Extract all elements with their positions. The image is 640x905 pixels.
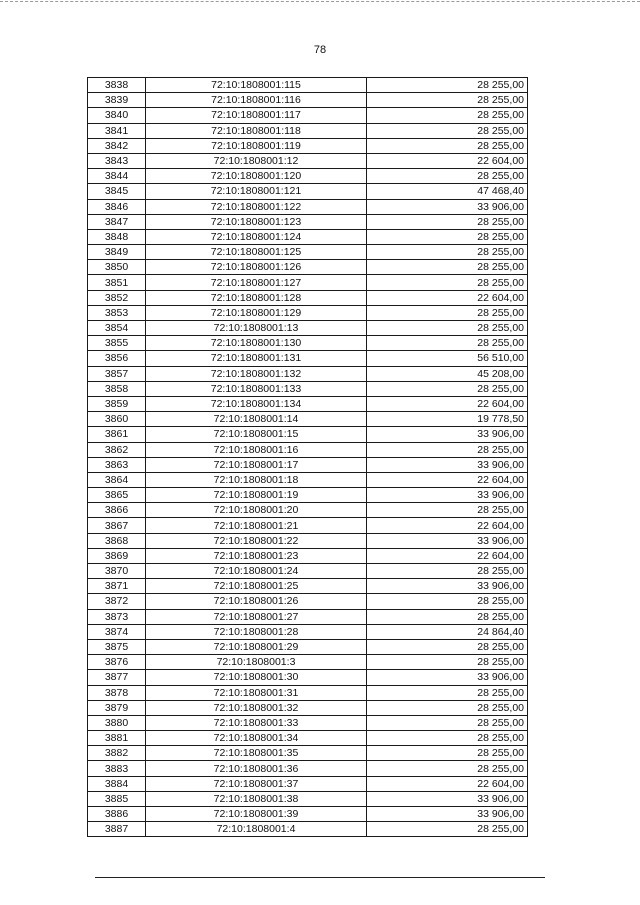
- cadastral-number-cell: 72:10:1808001:18: [146, 472, 367, 487]
- value-cell: 22 604,00: [367, 290, 528, 305]
- value-cell: 28 255,00: [367, 700, 528, 715]
- row-number-cell: 3884: [88, 776, 146, 791]
- value-cell: 22 604,00: [367, 518, 528, 533]
- page-number: 78: [313, 44, 327, 56]
- table-row: [88, 503, 528, 518]
- cadastral-number-cell: 72:10:1808001:128: [146, 290, 367, 305]
- row-number-cell: 3864: [88, 472, 146, 487]
- value-cell: 33 906,00: [367, 807, 528, 822]
- cadastral-number-cell: 72:10:1808001:126: [146, 260, 367, 275]
- value-cell: 28 255,00: [367, 108, 528, 123]
- row-number-cell: 3852: [88, 290, 146, 305]
- cadastral-number-cell: 72:10:1808001:38: [146, 791, 367, 806]
- value-cell: 28 255,00: [367, 169, 528, 184]
- row-number-cell: 3874: [88, 624, 146, 639]
- table-row: [88, 791, 528, 806]
- table-row: [88, 78, 528, 93]
- value-cell: 28 255,00: [367, 260, 528, 275]
- table-row: [88, 776, 528, 791]
- row-number-cell: 3883: [88, 761, 146, 776]
- table-row: [88, 548, 528, 563]
- cadastral-number-cell: 72:10:1808001:28: [146, 624, 367, 639]
- cadastral-number-cell: 72:10:1808001:12: [146, 153, 367, 168]
- value-cell: 33 906,00: [367, 457, 528, 472]
- table-row: [88, 761, 528, 776]
- table-row: [88, 93, 528, 108]
- cadastral-number-cell: 72:10:1808001:25: [146, 579, 367, 594]
- value-cell: 28 255,00: [367, 731, 528, 746]
- value-cell: 47 468,40: [367, 184, 528, 199]
- cadastral-number-cell: 72:10:1808001:125: [146, 245, 367, 260]
- table-row: [88, 123, 528, 138]
- table-row: [88, 229, 528, 244]
- cadastral-number-cell: 72:10:1808001:32: [146, 700, 367, 715]
- value-cell: 28 255,00: [367, 336, 528, 351]
- row-number-cell: 3843: [88, 153, 146, 168]
- row-number-cell: 3853: [88, 305, 146, 320]
- value-cell: 28 255,00: [367, 655, 528, 670]
- value-cell: 56 510,00: [367, 351, 528, 366]
- value-cell: 28 255,00: [367, 78, 528, 93]
- row-number-cell: 3848: [88, 229, 146, 244]
- value-cell: 28 255,00: [367, 245, 528, 260]
- table-row: [88, 807, 528, 822]
- cadastral-number-cell: 72:10:1808001:33: [146, 715, 367, 730]
- row-number-cell: 3844: [88, 169, 146, 184]
- row-number-cell: 3861: [88, 427, 146, 442]
- table-row: [88, 275, 528, 290]
- value-cell: 28 255,00: [367, 609, 528, 624]
- table-row: [88, 624, 528, 639]
- cadastral-value-table: [87, 77, 528, 837]
- row-number-cell: 3865: [88, 488, 146, 503]
- value-cell: 28 255,00: [367, 822, 528, 837]
- value-cell: 28 255,00: [367, 746, 528, 761]
- row-number-cell: 3868: [88, 533, 146, 548]
- table-row: [88, 260, 528, 275]
- value-cell: 28 255,00: [367, 685, 528, 700]
- cadastral-number-cell: 72:10:1808001:123: [146, 214, 367, 229]
- row-number-cell: 3882: [88, 746, 146, 761]
- table-row: [88, 412, 528, 427]
- cadastral-number-cell: 72:10:1808001:116: [146, 93, 367, 108]
- table-row: [88, 746, 528, 761]
- value-cell: 22 604,00: [367, 548, 528, 563]
- value-cell: 28 255,00: [367, 442, 528, 457]
- table-row: [88, 731, 528, 746]
- value-cell: 24 864,40: [367, 624, 528, 639]
- cadastral-number-cell: 72:10:1808001:131: [146, 351, 367, 366]
- table-row: [88, 199, 528, 214]
- table-row: [88, 153, 528, 168]
- cadastral-number-cell: 72:10:1808001:24: [146, 564, 367, 579]
- value-cell: 28 255,00: [367, 761, 528, 776]
- table-row: [88, 564, 528, 579]
- cadastral-number-cell: 72:10:1808001:13: [146, 321, 367, 336]
- cadastral-number-cell: 72:10:1808001:130: [146, 336, 367, 351]
- table-row: [88, 169, 528, 184]
- cadastral-number-cell: 72:10:1808001:132: [146, 366, 367, 381]
- cadastral-number-cell: 72:10:1808001:121: [146, 184, 367, 199]
- row-number-cell: 3858: [88, 381, 146, 396]
- cadastral-number-cell: 72:10:1808001:15: [146, 427, 367, 442]
- row-number-cell: 3857: [88, 366, 146, 381]
- value-cell: 33 906,00: [367, 579, 528, 594]
- cadastral-number-cell: 72:10:1808001:133: [146, 381, 367, 396]
- cadastral-number-cell: 72:10:1808001:17: [146, 457, 367, 472]
- row-number-cell: 3879: [88, 700, 146, 715]
- row-number-cell: 3872: [88, 594, 146, 609]
- cadastral-number-cell: 72:10:1808001:120: [146, 169, 367, 184]
- cadastral-number-cell: 72:10:1808001:21: [146, 518, 367, 533]
- table-row: [88, 655, 528, 670]
- table-row: [88, 184, 528, 199]
- row-number-cell: 3855: [88, 336, 146, 351]
- row-number-cell: 3842: [88, 138, 146, 153]
- cadastral-number-cell: 72:10:1808001:124: [146, 229, 367, 244]
- cadastral-number-cell: 72:10:1808001:37: [146, 776, 367, 791]
- value-cell: 28 255,00: [367, 229, 528, 244]
- value-cell: 28 255,00: [367, 123, 528, 138]
- row-number-cell: 3863: [88, 457, 146, 472]
- table-row: [88, 108, 528, 123]
- value-cell: 28 255,00: [367, 275, 528, 290]
- row-number-cell: 3850: [88, 260, 146, 275]
- cadastral-number-cell: 72:10:1808001:122: [146, 199, 367, 214]
- value-cell: 22 604,00: [367, 776, 528, 791]
- table-row: [88, 639, 528, 654]
- bottom-rule: [95, 877, 545, 878]
- row-number-cell: 3838: [88, 78, 146, 93]
- cadastral-number-cell: 72:10:1808001:16: [146, 442, 367, 457]
- cadastral-number-cell: 72:10:1808001:36: [146, 761, 367, 776]
- row-number-cell: 3849: [88, 245, 146, 260]
- row-number-cell: 3845: [88, 184, 146, 199]
- row-number-cell: 3876: [88, 655, 146, 670]
- value-cell: 33 906,00: [367, 199, 528, 214]
- cadastral-number-cell: 72:10:1808001:3: [146, 655, 367, 670]
- table-row: [88, 533, 528, 548]
- value-cell: 33 906,00: [367, 427, 528, 442]
- table-row: [88, 700, 528, 715]
- table-row: [88, 609, 528, 624]
- value-cell: 33 906,00: [367, 670, 528, 685]
- value-cell: 28 255,00: [367, 321, 528, 336]
- value-cell: 28 255,00: [367, 594, 528, 609]
- cadastral-number-cell: 72:10:1808001:34: [146, 731, 367, 746]
- table-row: [88, 396, 528, 411]
- table-row: [88, 427, 528, 442]
- table-row: [88, 138, 528, 153]
- table-row: [88, 336, 528, 351]
- cadastral-number-cell: 72:10:1808001:119: [146, 138, 367, 153]
- table-row: [88, 381, 528, 396]
- table-row: [88, 351, 528, 366]
- table-row: [88, 457, 528, 472]
- table-row: [88, 214, 528, 229]
- row-number-cell: 3846: [88, 199, 146, 214]
- value-cell: 28 255,00: [367, 214, 528, 229]
- table-row: [88, 290, 528, 305]
- row-number-cell: 3881: [88, 731, 146, 746]
- value-cell: 28 255,00: [367, 305, 528, 320]
- value-cell: 28 255,00: [367, 715, 528, 730]
- cadastral-number-cell: 72:10:1808001:134: [146, 396, 367, 411]
- table-row: [88, 670, 528, 685]
- value-cell: 22 604,00: [367, 472, 528, 487]
- table-row: [88, 579, 528, 594]
- cadastral-number-cell: 72:10:1808001:39: [146, 807, 367, 822]
- row-number-cell: 3862: [88, 442, 146, 457]
- value-cell: 22 604,00: [367, 396, 528, 411]
- top-scan-edge: [0, 1, 640, 2]
- cadastral-number-cell: 72:10:1808001:26: [146, 594, 367, 609]
- value-cell: 28 255,00: [367, 93, 528, 108]
- table-body: [88, 78, 528, 837]
- table-row: [88, 245, 528, 260]
- cadastral-number-cell: 72:10:1808001:22: [146, 533, 367, 548]
- cadastral-number-cell: 72:10:1808001:115: [146, 78, 367, 93]
- cadastral-number-cell: 72:10:1808001:129: [146, 305, 367, 320]
- row-number-cell: 3869: [88, 548, 146, 563]
- cadastral-number-cell: 72:10:1808001:31: [146, 685, 367, 700]
- value-cell: 19 778,50: [367, 412, 528, 427]
- cadastral-number-cell: 72:10:1808001:35: [146, 746, 367, 761]
- value-cell: 28 255,00: [367, 503, 528, 518]
- row-number-cell: 3871: [88, 579, 146, 594]
- value-cell: 28 255,00: [367, 564, 528, 579]
- value-cell: 28 255,00: [367, 639, 528, 654]
- table-row: [88, 366, 528, 381]
- cadastral-number-cell: 72:10:1808001:30: [146, 670, 367, 685]
- table-row: [88, 442, 528, 457]
- cadastral-number-cell: 72:10:1808001:118: [146, 123, 367, 138]
- row-number-cell: 3860: [88, 412, 146, 427]
- value-cell: 22 604,00: [367, 153, 528, 168]
- table-row: [88, 685, 528, 700]
- table-row: [88, 594, 528, 609]
- row-number-cell: 3877: [88, 670, 146, 685]
- row-number-cell: 3875: [88, 639, 146, 654]
- row-number-cell: 3867: [88, 518, 146, 533]
- value-cell: 33 906,00: [367, 488, 528, 503]
- row-number-cell: 3870: [88, 564, 146, 579]
- row-number-cell: 3887: [88, 822, 146, 837]
- row-number-cell: 3885: [88, 791, 146, 806]
- row-number-cell: 3880: [88, 715, 146, 730]
- row-number-cell: 3866: [88, 503, 146, 518]
- row-number-cell: 3847: [88, 214, 146, 229]
- cadastral-number-cell: 72:10:1808001:29: [146, 639, 367, 654]
- cadastral-number-cell: 72:10:1808001:20: [146, 503, 367, 518]
- value-cell: 45 208,00: [367, 366, 528, 381]
- row-number-cell: 3854: [88, 321, 146, 336]
- table-row: [88, 472, 528, 487]
- row-number-cell: 3878: [88, 685, 146, 700]
- cadastral-number-cell: 72:10:1808001:127: [146, 275, 367, 290]
- row-number-cell: 3859: [88, 396, 146, 411]
- table-row: [88, 715, 528, 730]
- cadastral-number-cell: 72:10:1808001:14: [146, 412, 367, 427]
- table-row: [88, 305, 528, 320]
- row-number-cell: 3840: [88, 108, 146, 123]
- value-cell: 28 255,00: [367, 138, 528, 153]
- row-number-cell: 3839: [88, 93, 146, 108]
- cadastral-number-cell: 72:10:1808001:4: [146, 822, 367, 837]
- value-cell: 33 906,00: [367, 533, 528, 548]
- cadastral-number-cell: 72:10:1808001:27: [146, 609, 367, 624]
- cadastral-number-cell: 72:10:1808001:117: [146, 108, 367, 123]
- cadastral-number-cell: 72:10:1808001:19: [146, 488, 367, 503]
- table-row: [88, 488, 528, 503]
- row-number-cell: 3886: [88, 807, 146, 822]
- row-number-cell: 3873: [88, 609, 146, 624]
- table-row: [88, 321, 528, 336]
- value-cell: 28 255,00: [367, 381, 528, 396]
- row-number-cell: 3841: [88, 123, 146, 138]
- value-cell: 33 906,00: [367, 791, 528, 806]
- cadastral-number-cell: 72:10:1808001:23: [146, 548, 367, 563]
- row-number-cell: 3851: [88, 275, 146, 290]
- row-number-cell: 3856: [88, 351, 146, 366]
- table-row: [88, 822, 528, 837]
- table-row: [88, 518, 528, 533]
